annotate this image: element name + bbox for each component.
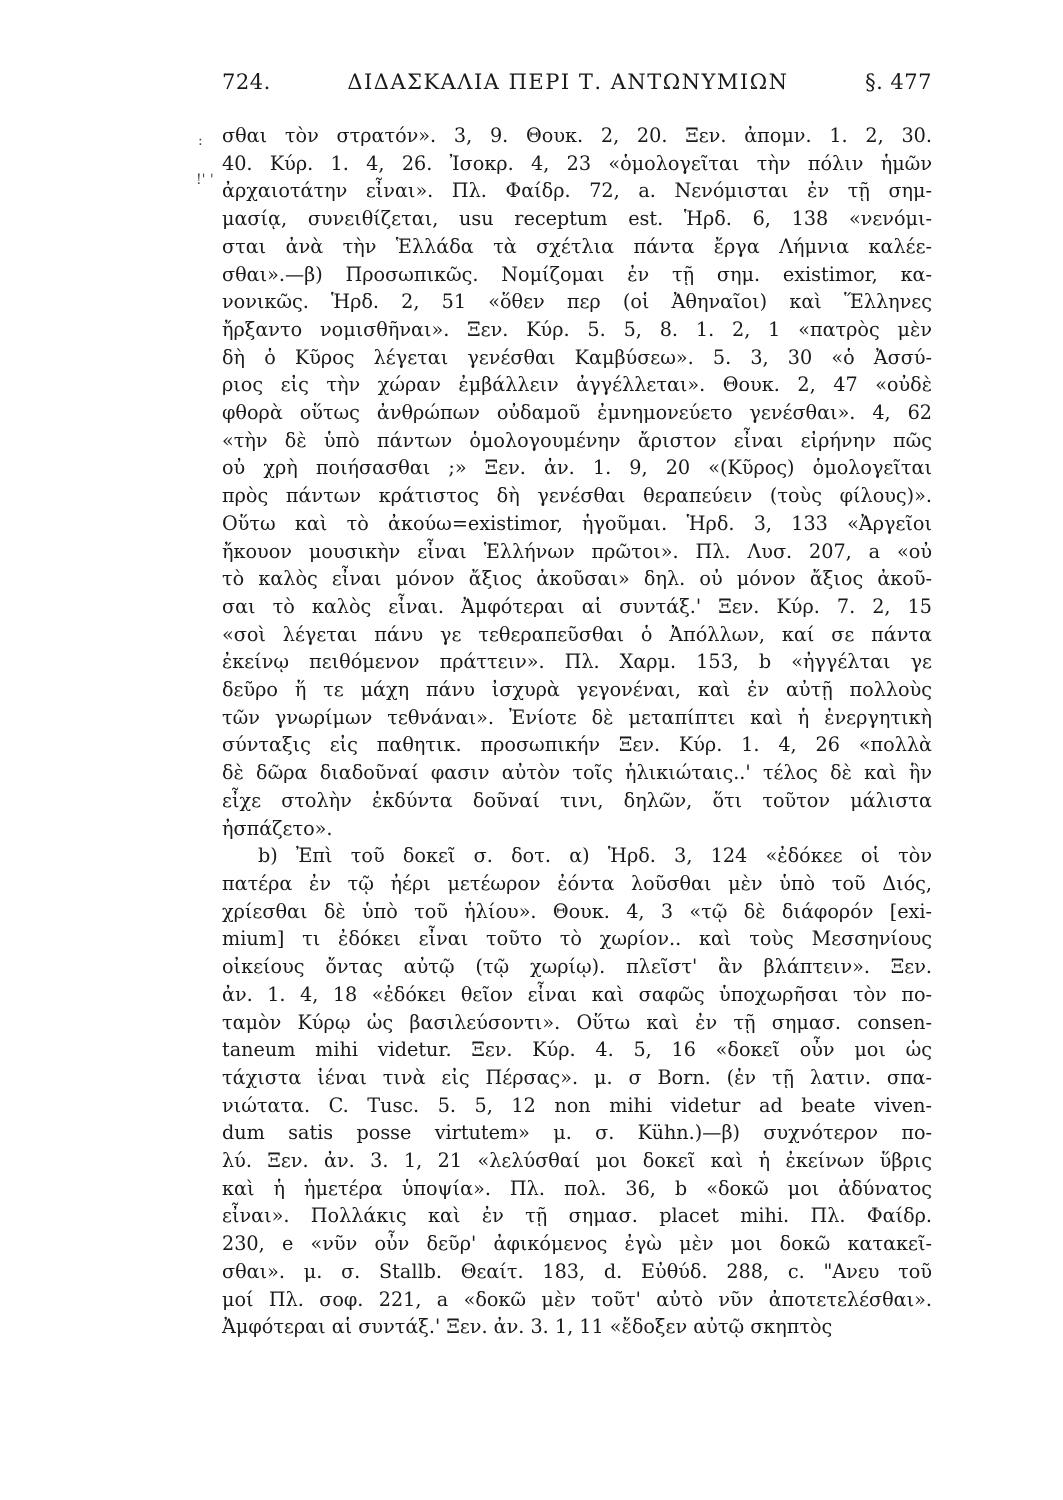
text-line: ἤκουον μουσικὴν εἶναι Ἑλλήνων πρῶτοι». Πλ. Λυσ. 207, a «οὐ — [222, 539, 932, 563]
text-line: τῶν γνωρίμων τεθνάναι». Ἐνίοτε δὲ μεταπίπτει καὶ ἡ ἐνεργητικὴ — [222, 705, 932, 729]
text-line: σαι τὸ καλὸς εἶναι. Ἀμφότεραι αἱ συντάξ.' Ξεν. Κύρ. 7. 2, 15 — [222, 594, 932, 618]
text-line: τὸ καλὸς εἶναι μόνον ἄξιος ἀκοῦσαι» δηλ. οὐ μόνον ἄξιος ἀκοῦ- — [222, 567, 932, 591]
text-line: σθαι». μ. σ. Stallb. Θεαίτ. 183, d. Εὐθύδ. 288, c. "Ανευ τοῦ — [222, 1259, 932, 1283]
text-line: dum satis posse virtutem» μ. σ. Kühn.)—β) συχνότερον πο- — [222, 1121, 932, 1145]
text-line: ἐκείνῳ πειθόμενον πράττειν». Πλ. Χαρμ. 153, b «ἠγγέλται γε — [222, 650, 932, 674]
text-line: ἠσπάζετο». — [222, 816, 333, 840]
text-line: φθορὰ οὕτως ἀνθρώπων οὐδαμοῦ ἐμνημονεύετο γενέσθαι». 4, 62 — [222, 401, 932, 425]
text-line: b) Ἐπὶ τοῦ δοκεῖ σ. δοτ. α) Ἡρδ. 3, 124 «ἐδόκεε οἱ τὸν — [258, 844, 932, 868]
text-line: νονικῶς. Ἡρδ. 2, 51 «ὅθεν περ (οἱ Ἀθηναῖοι) καὶ Ἕλληνες — [222, 290, 932, 314]
running-title: ΔΙΔΑΣΚΑΛΙΑ ΠΕΡΙ Τ. ΑΝΤΩΝΥΜΙΩΝ — [347, 70, 789, 94]
text-line: οἰκείους ὄντας αὐτῷ (τῷ χωρίῳ). πλεῖστ' ἂν βλάπτειν». Ξεν. — [222, 955, 932, 979]
text-line: σται ἀνὰ τὴν Ἑλλάδα τὰ σχέτλια πάντα ἔργα Λήμνια καλέε- — [222, 234, 932, 258]
text-line: ταμὸν Κύρῳ ὡς βασιλεύσοντι». Οὕτω καὶ ἐν τῇ σημασ. consen- — [222, 1010, 932, 1034]
text-line: 230, e «νῦν οὖν δεῦρ' ἀφικόμενος ἐγὼ μὲν μοι δοκῶ κατακεῖ- — [222, 1232, 932, 1256]
page-number: 724. — [222, 70, 271, 94]
text-line: «σοὶ λέγεται πάνυ γε τεθεραπεῦσθαι ὁ Ἀπόλλων, καί σε πάντα — [222, 622, 932, 646]
text-line: Ἀμφότεραι αἱ συντάξ.' Ξεν. ἀν. 3. 1, 11 «ἔδοξεν αὐτῷ σκηπτὸς — [222, 1315, 833, 1339]
text-line: mium] τι ἐδόκει εἶναι τοῦτο τὸ χωρίον.. καὶ τοὺς Μεσσηνίους — [222, 927, 932, 951]
text-line: λύ. Ξεν. ἀν. 3. 1, 21 «λελύσθαί μοι δοκεῖ καὶ ἡ ἐκείνων ὕβρις — [222, 1149, 932, 1173]
body-text — [222, 122, 932, 1341]
text-line: καὶ ἡ ἡμετέρα ὑποψία». Πλ. πολ. 36, b «δοκῶ μοι ἀδύνατος — [222, 1176, 932, 1200]
page — [222, 70, 932, 1341]
text-line: εἶναι». Πολλάκις καὶ ἐν τῇ σημασ. placet mihi. Πλ. Φαίδρ. — [222, 1204, 932, 1228]
text-line: ἀν. 1. 4, 18 «ἐδόκει θεῖον εἶναι καὶ σαφῶς ὑποχωρῆσαι τὸν πο- — [222, 982, 932, 1006]
margin-mark: : — [198, 133, 203, 149]
text-line: δεῦρο ἥ τε μάχη πάνυ ἰσχυρὰ γεγονέναι, καὶ ἐν αὐτῇ πολλοὺς — [222, 678, 932, 702]
text-line: ἀρχαιοτάτην εἶναι». Πλ. Φαίδρ. 72, a. Νενόμισται ἐν τῇ σημ- — [222, 179, 932, 203]
margin-mark: !' ' — [196, 172, 214, 188]
section-number: §. 477 — [865, 70, 932, 94]
text-line: πρὸς πάντων κράτιστος δὴ γενέσθαι θεραπεύειν (τοὺς φίλους)». — [222, 484, 932, 508]
text-line: πατέρα ἐν τῷ ἠέρι μετέωρον ἐόντα λοῦσθαι μὲν ὑπὸ τοῦ Διός, — [222, 871, 932, 895]
text-line: δὲ δῶρα διαδοῦναί φασιν αὐτὸν τοῖς ἡλικιώταις..' τέλος δὲ καὶ ἣν — [222, 761, 932, 785]
text-line: «τὴν δὲ ὑπὸ πάντων ὁμολογουμένην ἄριστον εἶναι εἰρήνην πῶς — [222, 428, 932, 452]
text-line: ριος εἰς τὴν χώραν ἐμβάλλειν ἀγγέλλεται». Θουκ. 2, 47 «οὐδὲ — [222, 373, 932, 397]
text-line: σθαι τὸν στρατόν». 3, 9. Θουκ. 2, 20. Ξεν. ἀπομν. 1. 2, 30. — [222, 124, 932, 147]
text-line: δὴ ὁ Κῦρος λέγεται γενέσθαι Καμβύσεω». 5. 3, 30 «ὁ Ἀσσύ- — [222, 345, 932, 369]
text-line: τάχιστα ἰέναι τινὰ εἰς Πέρσας». μ. σ Born. (ἐν τῇ λατιν. σπα- — [222, 1065, 932, 1089]
text-line: σύνταξις εἰς παθητικ. προσωπικήν Ξεν. Κύρ. 1. 4, 26 «πολλὰ — [222, 733, 932, 757]
text-line: taneum mihi videtur. Ξεν. Κύρ. 4. 5, 16 «δοκεῖ οὖν μοι ὡς — [222, 1038, 932, 1062]
text-line: χρίεσθαι δὲ ὑπὸ τοῦ ἡλίου». Θουκ. 4, 3 «τῷ δὲ διάφορόν [exi- — [222, 899, 932, 923]
running-header — [222, 70, 932, 114]
text-line: 40. Κύρ. 1. 4, 26. Ἰσοκρ. 4, 23 «ὁμολογεῖται τὴν πόλιν ἡμῶν — [222, 151, 932, 175]
text-line: ἤρξαντο νομισθῆναι». Ξεν. Κύρ. 5. 5, 8. 1. 2, 1 «πατρὸς μὲν — [222, 317, 932, 341]
text-line: μασίᾳ, συνειθίζεται, usu receptum est. Ἡρδ. 6, 138 «νενόμι- — [222, 207, 932, 231]
text-line: Οὕτω καὶ τὸ ἀκούω=existimor, ἡγοῦμαι. Ἡρδ. 3, 133 «Ἀργεῖοι — [222, 511, 932, 535]
text-line: οὐ χρὴ ποιήσασθαι ;» Ξεν. ἀν. 1. 9, 20 «(Κῦρος) ὁμολογεῖται — [222, 456, 932, 480]
text-line: σθαι».—β) Προσωπικῶς. Νομίζομαι ἐν τῇ σημ. existimor, κα- — [222, 262, 932, 286]
text-line: μοί Πλ. σοφ. 221, a «δοκῶ μὲν τοῦτ' αὐτὸ νῦν ἀποτετελέσθαι». — [222, 1287, 932, 1311]
text-line: νιώτατα. C. Tusc. 5. 5, 12 non mihi videtur ad beate viven- — [222, 1093, 932, 1117]
text-line: εἶχε στολὴν ἐκδύντα δοῦναί τινι, δηλῶν, ὅτι τοῦτον μάλιστα — [222, 788, 932, 812]
